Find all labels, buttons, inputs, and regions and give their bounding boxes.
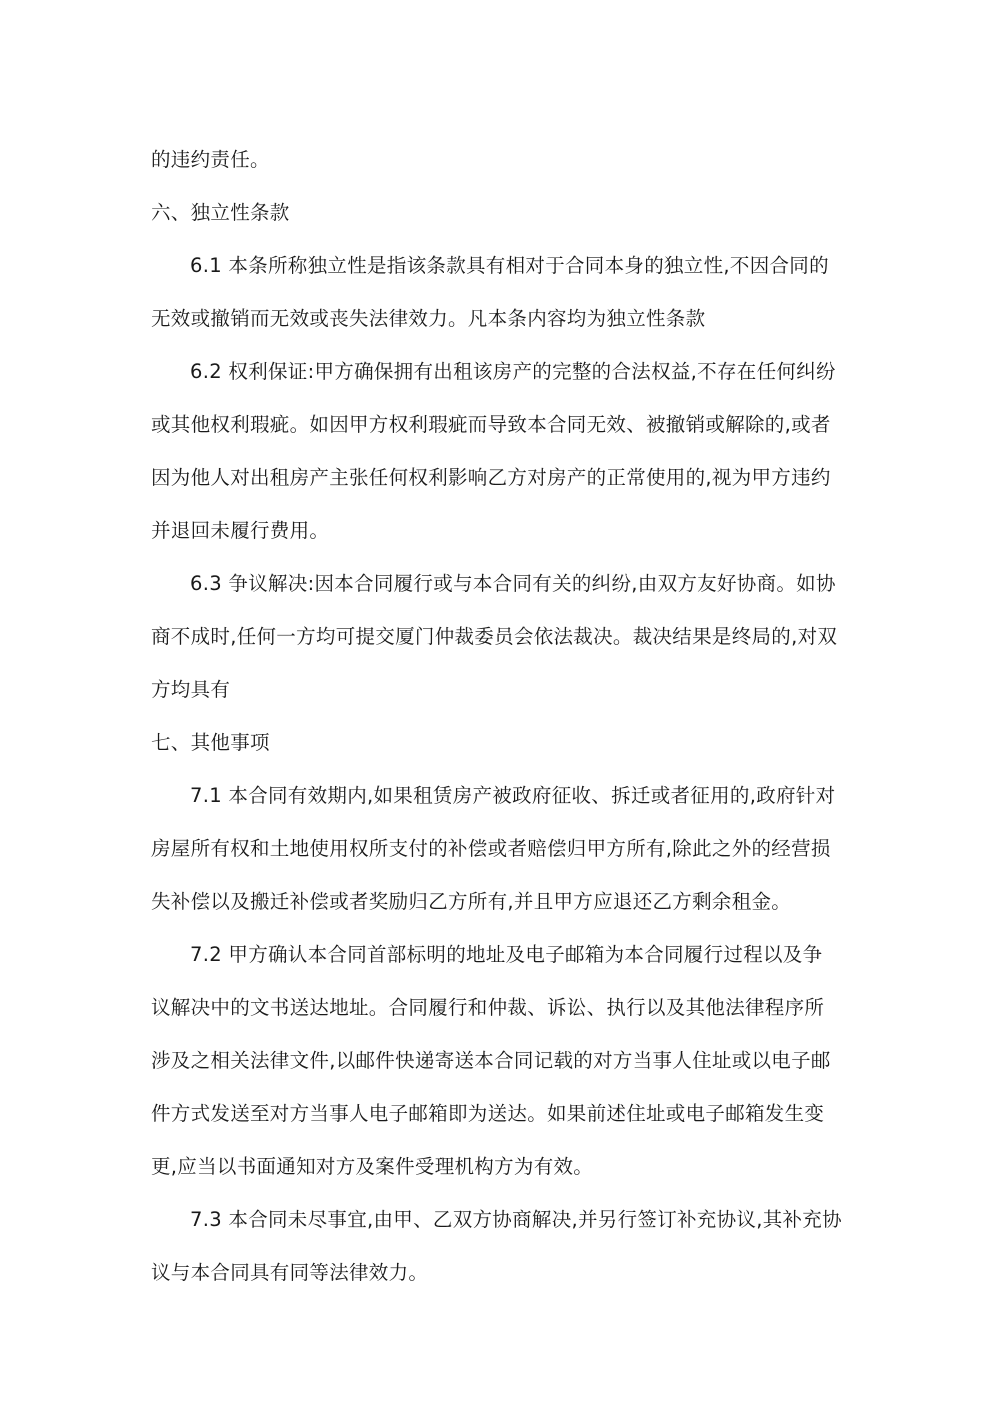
clause-6-3: 6.3 争议解决:因本合同履行或与本合同有关的纠纷,由双方友好协商。如协 bbox=[190, 572, 836, 595]
text-line: 更,应当以书面通知对方及案件受理机构方为有效。 bbox=[151, 1155, 594, 1178]
text-line: 议与本合同具有同等法律效力。 bbox=[151, 1261, 429, 1284]
clause-6-2: 6.2 权利保证:甲方确保拥有出租该房产的完整的合法权益,不存在任何纠纷 bbox=[190, 360, 836, 383]
text-line: 议解决中的文书送达地址。合同履行和仲裁、诉讼、执行以及其他法律程序所 bbox=[151, 996, 825, 1019]
clause-6-1: 6.1 本条所称独立性是指该条款具有相对于合同本身的独立性,不因合同的 bbox=[190, 254, 829, 277]
text-line: 因为他人对出租房产主张任何权利影响乙方对房产的正常使用的,视为甲方违约 bbox=[151, 466, 831, 489]
text-line: 房屋所有权和土地使用权所支付的补偿或者赔偿归甲方所有,除此之外的经营损 bbox=[151, 837, 831, 860]
text-line: 涉及之相关法律文件,以邮件快递寄送本合同记载的对方当事人住址或以电子邮 bbox=[151, 1049, 831, 1072]
text-line: 件方式发送至对方当事人电子邮箱即为送达。如果前述住址或电子邮箱发生变 bbox=[151, 1102, 825, 1125]
clause-7-2: 7.2 甲方确认本合同首部标明的地址及电子邮箱为本合同履行过程以及争 bbox=[190, 943, 823, 966]
section-heading-6: 六、独立性条款 bbox=[151, 201, 290, 224]
section-heading-7: 七、其他事项 bbox=[151, 731, 270, 754]
clause-7-3: 7.3 本合同未尽事宜,由甲、乙双方协商解决,并另行签订补充协议,其补充协 bbox=[190, 1208, 842, 1231]
text-line: 商不成时,任何一方均可提交厦门仲裁委员会依法裁决。裁决结果是终局的,对双 bbox=[151, 625, 838, 648]
text-line: 或其他权利瑕疵。如因甲方权利瑕疵而导致本合同无效、被撤销或解除的,或者 bbox=[151, 413, 831, 436]
text-line: 无效或撤销而无效或丧失法律效力。凡本条内容均为独立性条款 bbox=[151, 307, 706, 330]
text-line: 的违约责任。 bbox=[151, 148, 270, 171]
text-line: 并退回未履行费用。 bbox=[151, 519, 330, 542]
clause-7-1: 7.1 本合同有效期内,如果租赁房产被政府征收、拆迁或者征用的,政府针对 bbox=[190, 784, 836, 807]
text-line: 失补偿以及搬迁补偿或者奖励归乙方所有,并且甲方应退还乙方剩余租金。 bbox=[151, 890, 792, 913]
text-line: 方均具有 bbox=[151, 678, 231, 701]
